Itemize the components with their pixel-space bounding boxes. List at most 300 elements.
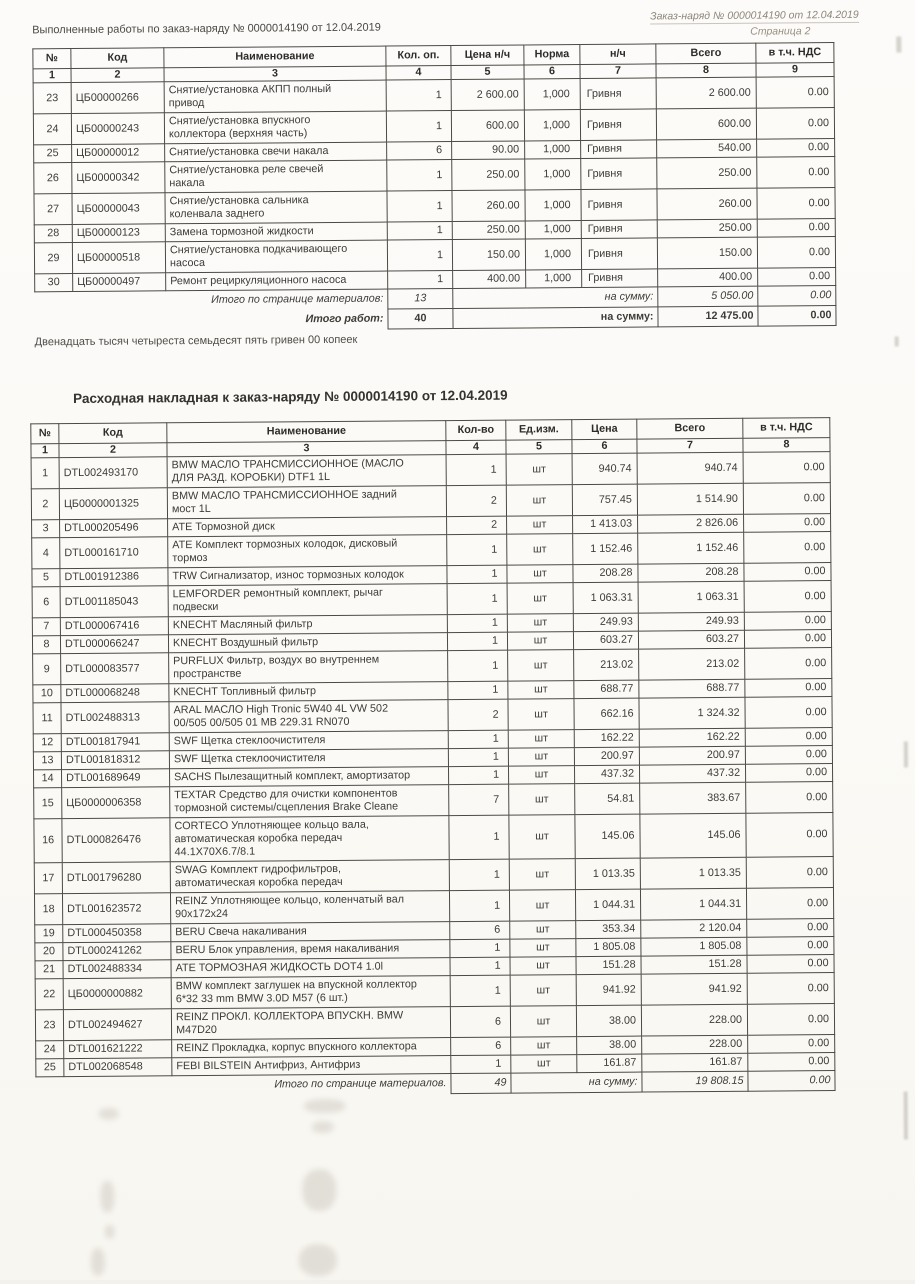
materials-row-vat: 0.00 [745,764,832,783]
materials-row-code: DTL001796280 [62,862,170,894]
materials-row-num: 15 [34,788,62,819]
materials-row-vat: 0.00 [744,563,831,582]
works-row-code: ЦБ00000497 [73,273,166,292]
materials-row-total: 162.22 [639,728,745,747]
materials-row-num: 12 [33,734,61,752]
materials-row-unit: шт [509,815,575,860]
materials-row-total: 383.67 [640,782,746,814]
works-row-norm: 1,000 [525,190,581,221]
materials-row-price: 249.93 [573,613,638,632]
materials-row-price: 208.28 [573,564,638,583]
materials-row-vat: 0.00 [748,1053,835,1072]
materials-row-unit: шт [509,890,575,922]
materials-row-price: 662.16 [574,698,639,730]
materials-col-name: Наименование [167,421,446,443]
materials-row-name: BMW МАСЛО ТРАНСМИССИОННОЕ задний мост 1L [167,486,446,519]
materials-row-total: 437.32 [639,764,745,783]
works-row-num: 26 [34,163,72,194]
materials-row-code: DTL000826476 [62,818,170,863]
materials-colnum-5: 5 [506,440,572,455]
materials-row-unit: шт [510,939,576,958]
materials-row-unit: шт [510,1006,576,1038]
materials-row-name: TRW Сигнализатор, износ тормозных колодок [168,566,447,586]
materials-row-unit: шт [509,859,575,891]
materials-row-num: 19 [35,925,63,943]
scan-artifact [895,337,899,347]
works-row-code: ЦБ00000123 [72,224,165,243]
works-colnum-2: 2 [71,68,164,83]
materials-row-name: SACHS Пылезащитный комплект, амортизатор [170,767,449,787]
works-row-total: 540.00 [657,139,757,158]
works-row-name: Снятие/установка свечи накала [165,142,387,162]
scan-artifact [91,1248,105,1276]
works-row-price: 250.00 [452,159,525,191]
materials-row-total: 941.92 [641,973,747,1005]
materials-row-name: FEBI BILSTEIN Антифриз, Антифриз [172,1056,451,1076]
works-col-vat: в т.ч. НДС [756,43,834,64]
materials-row-code: ЦБ0000000882 [63,978,171,1010]
works-row-norm: 1,000 [525,141,581,159]
works-row-unit: Гривня [582,269,658,288]
materials-row-code: DTL000068248 [61,684,169,703]
materials-row-vat: 0.00 [745,728,832,747]
works-col-price: Цена н/ч [451,45,524,66]
scan-artifact [99,1108,119,1120]
materials-row-vat: 0.00 [744,532,831,564]
materials-row-num: 8 [32,636,60,654]
scan-artifact [904,741,908,767]
materials-row-price: 38.00 [576,1005,641,1037]
works-row-code: ЦБ00000243 [71,113,164,145]
materials-row-vat: 0.00 [745,697,832,729]
works-row-unit: Гривня [581,220,657,239]
materials-col-num: № [31,424,59,444]
materials-row-num: 9 [33,654,61,685]
materials-colnum-3: 3 [167,441,446,457]
materials-colnum-8: 8 [743,438,830,453]
materials-row-qty: 6 [450,921,510,939]
works-row-qty: 1 [387,222,452,241]
works-row-total: 250.00 [657,157,757,189]
materials-row-unit: шт [508,650,574,682]
materials-row-vat: 0.00 [746,782,833,814]
materials-row-vat: 0.00 [743,452,830,484]
works-row-total: 2 600.00 [656,77,756,109]
materials-row-unit: шт [507,516,573,535]
works-row-vat: 0.00 [757,139,835,158]
materials-row-qty: 1 [450,975,510,1006]
scan-artifact [896,36,901,52]
works-colnum-4: 4 [386,66,451,81]
materials-row-unit: шт [506,454,572,486]
works-row-price: 2 600.00 [451,79,524,111]
materials-row-code: ЦБ0000001325 [59,488,167,520]
works-materials-total-vat: 0.00 [758,286,836,307]
materials-row-price: 353.34 [576,920,641,939]
materials-table-row [34,813,833,863]
materials-row-qty: 1 [448,748,508,766]
works-row-total: 260.00 [657,188,757,220]
scan-artifact [299,1244,337,1276]
works-colnum-8: 8 [656,63,756,78]
materials-row-vat: 0.00 [744,581,831,613]
works-row-qty: 1 [386,111,451,143]
works-grand-total-qty: 40 [388,309,453,330]
materials-row-name: BMW комплект заглушек на впускной коллектор 6*32 33 mm BMW 3.0D M57 (6 шт.) [171,976,450,1009]
materials-row-code: DTL001621222 [64,1040,172,1059]
works-grand-total-label: Итого работ: [305,312,384,326]
materials-row-qty: 1 [448,766,508,784]
works-row-name: Замена тормозной жидкости [165,222,387,242]
works-row-total: 600.00 [656,108,756,140]
works-materials-sum-label: на сумму: [453,287,658,309]
works-row-norm: 1,000 [524,110,580,141]
materials-row-total: 208.28 [638,563,744,582]
works-row-name: Снятие/установка подкачивающего насоса [165,240,387,273]
materials-row-num: 11 [33,703,61,734]
works-materials-total-label: Итого по странице материалов: [211,292,384,307]
materials-row-total: 151.28 [641,955,747,974]
materials-row-code: DTL000083577 [61,653,169,685]
materials-row-code: DTL002493170 [59,457,167,489]
materials-row-qty: 1 [450,957,510,975]
materials-total-label: Итого по странице материалов. [274,1077,447,1091]
materials-row-price: 38.00 [577,1036,642,1055]
materials-row-unit: шт [507,583,573,615]
scan-artifact [105,1225,115,1239]
materials-row-price: 54.81 [575,783,640,815]
works-row-unit: Гривня [581,189,657,221]
materials-row-price: 1 413.03 [573,515,638,534]
materials-total-sum: 19 808.15 [642,1071,748,1092]
works-row-vat: 0.00 [756,77,834,109]
materials-colnum-1: 1 [31,444,59,458]
materials-col-total: Всего [637,418,743,439]
materials-row-code: ЦБ0000006358 [62,787,170,819]
works-row-norm: 1,000 [525,239,581,270]
materials-row-num: 25 [36,1059,64,1077]
materials-row-qty: 1 [448,730,508,748]
materials-row-price: 200.97 [574,747,639,766]
materials-row-vat: 0.00 [745,746,832,765]
works-row-name: Снятие/установка сальника коленвала заднего [165,191,387,224]
materials-row-num: 23 [35,1010,63,1041]
materials-row-unit: шт [511,1055,577,1074]
materials-row-total: 249.93 [638,612,744,631]
works-row-unit: Гривня [580,78,656,110]
materials-row-name: KNECHT Топливный фильтр [169,682,448,702]
materials-row-price: 603.27 [573,631,638,650]
works-col-unit: н/ч [580,44,656,65]
materials-row-vat: 0.00 [745,679,832,698]
materials-row-vat: 0.00 [744,612,831,631]
materials-row-name: REINZ Прокладка, корпус впускного коллектора [172,1038,451,1058]
materials-row-num: 1 [31,458,59,489]
materials-colnum-6: 6 [572,439,637,454]
materials-row-total: 1 152.46 [638,532,744,564]
materials-row-qty: 6 [451,1037,511,1055]
materials-row-unit: шт [508,748,574,767]
materials-row-name: ATE Комплект тормозных колодок, дисковый тормоз [168,535,447,568]
works-col-qty: Кол. оп. [386,46,451,67]
invoice-title: Расходная накладная к заказ-наряду № 0000014190 от 12.04.2019 [73,387,508,407]
works-row-num: 30 [35,274,73,292]
materials-row-code: DTL000066247 [60,635,168,654]
materials-row-price: 213.02 [574,649,639,681]
works-colnum-9: 9 [756,63,834,78]
works-row-num: 23 [33,83,71,114]
works-table [32,42,836,332]
materials-row-price: 1 152.46 [573,533,638,565]
materials-row-qty: 1 [447,534,507,565]
materials-row-vat: 0.00 [748,1035,835,1054]
materials-row-name: KNECHT Воздушный фильтр [168,633,447,653]
works-colnum-3: 3 [164,66,386,82]
materials-row-name: REINZ ПРОКЛ. КОЛЛЕКТОРА ВПУСКН. BMW M47D20 [171,1007,450,1040]
works-row-norm: 1,000 [525,159,581,190]
works-colnum-6: 6 [524,65,580,79]
scan-artifact [904,1091,908,1139]
materials-row-name: ATE Тормозной диск [168,517,447,537]
materials-row-price: 941.92 [576,974,641,1006]
works-row-num: 29 [34,243,72,274]
materials-row-unit: шт [507,534,573,566]
materials-row-num: 10 [33,685,61,703]
materials-row-total: 1 514.90 [637,483,743,515]
materials-row-total: 688.77 [639,679,745,698]
materials-row-qty: 6 [450,1006,510,1037]
works-colnum-5: 5 [451,65,524,80]
materials-row-code: DTL001623572 [62,893,170,925]
materials-row-vat: 0.00 [747,1004,834,1036]
materials-row-unit: шт [510,975,576,1007]
materials-row-unit: шт [511,1037,577,1056]
materials-total-qty: 49 [451,1073,511,1093]
materials-row-name: BERU Свеча накаливания [171,922,450,942]
scan-artifact [304,1099,346,1113]
materials-row-num: 22 [35,979,63,1010]
works-colnum-7: 7 [580,64,656,79]
materials-row-name: CORTECO Уплотняющее кольцо вала, автоматическая коробка передач 44.1X70X6.7/8.1 [170,816,449,862]
materials-row-num: 16 [34,819,62,863]
materials-row-num: 4 [32,538,60,569]
materials-row-qty: 1 [446,454,506,485]
materials-row-vat: 0.00 [747,919,834,938]
works-row-vat: 0.00 [757,188,835,220]
materials-row-total: 603.27 [638,630,744,649]
materials-row-total: 228.00 [641,1004,747,1036]
materials-row-qty: 1 [447,614,507,632]
materials-row-price: 1 013.35 [575,858,640,890]
materials-row-num: 21 [35,961,63,979]
materials-colnum-4: 4 [446,440,506,454]
works-row-price: 260.00 [452,190,525,222]
materials-row-num: 5 [32,569,60,587]
works-col-name: Наименование [164,46,386,68]
materials-row-code: DTL002068548 [64,1058,172,1077]
materials-row-unit: шт [507,614,573,633]
materials-row-qty: 1 [447,632,507,650]
works-row-code: ЦБ00000012 [72,144,165,163]
works-row-vat: 0.00 [757,157,835,189]
materials-row-name: SWAG Комплект гидрофильтров, автоматическая коробка передач [170,860,449,893]
works-row-vat: 0.00 [757,219,835,238]
materials-row-code: DTL002494627 [63,1009,171,1041]
materials-row-price: 1 063.31 [573,582,638,614]
materials-row-num: 17 [34,863,62,894]
works-row-qty: 1 [387,240,452,272]
amount-in-words: Двенадцать тысяч четыреста семьдесят пять гривен 00 копеек [34,333,358,349]
works-row-qty: 1 [386,80,451,112]
materials-col-unit: Ед.изм. [506,420,572,441]
materials-row-qty: 1 [447,565,507,583]
materials-row-total: 2 120.04 [641,919,747,938]
works-row-name: Снятие/установка АКПП полный привод [164,80,386,113]
works-row-norm: 1,000 [524,79,580,110]
works-row-total: 150.00 [657,237,757,269]
materials-row-unit: шт [508,730,574,749]
materials-row-unit: шт [507,632,573,651]
materials-row-vat: 0.00 [743,483,830,515]
works-row-num: 25 [34,145,72,163]
materials-row-vat: 0.00 [746,857,833,889]
materials-row-name: ATE ТОРМОЗНАЯ ЖИДКОСТЬ DOT4 1.0l [171,958,450,978]
materials-row-total: 940.74 [637,452,743,484]
materials-row-price: 1 044.31 [575,889,640,921]
works-row-name: Снятие/установка реле свечей накала [165,160,387,193]
order-reference-block [650,9,900,39]
materials-row-price: 151.28 [576,956,641,975]
materials-row-code: DTL000241262 [63,942,171,961]
works-grand-sum-label: на сумму: [453,307,658,329]
materials-col-vat: в т.ч. НДС [743,418,830,439]
materials-row-num: 7 [32,618,60,636]
works-row-total: 400.00 [658,268,758,287]
materials-sum-label: на сумму: [511,1072,642,1093]
materials-col-price: Цена [572,419,637,440]
materials-row-name: REINZ Уплотняющее кольцо, коленчатый вал 90x172x24 [170,891,449,924]
materials-row-qty: 1 [450,939,510,957]
materials-row-vat: 0.00 [744,630,831,649]
works-colnum-1: 1 [33,69,71,83]
materials-row-num: 18 [34,894,62,925]
materials-row-qty: 1 [451,1055,511,1073]
works-row-qty: 1 [388,271,453,290]
works-row-unit: Гривня [581,158,657,190]
works-row-norm: 1,000 [526,270,582,288]
materials-row-name: TEXTAR Средство для очистки компонентов тормозной системы/сцепления Brake Cleane [170,785,449,818]
materials-row-unit: шт [507,565,573,584]
works-row-price: 250.00 [452,221,525,240]
works-row-code: ЦБ00000266 [71,82,164,114]
materials-row-total: 1 063.31 [638,581,744,613]
works-table-caption: Выполненные работы по заказ-наряду № 0000014190 от 12.04.2019 [32,21,381,37]
works-row-num: 28 [34,225,72,243]
materials-row-name: LEMFORDER ремонтный комплект, рычаг подвески [168,584,447,617]
works-row-unit: Гривня [581,238,657,270]
materials-row-num: 20 [35,943,63,961]
works-col-code: Код [71,48,164,69]
materials-row-name: SWF Щетка стеклоочистителя [169,731,448,751]
materials-row-price: 688.77 [574,680,639,699]
materials-row-qty: 2 [446,485,506,516]
materials-row-name: BMW МАСЛО ТРАНСМИССИОННОЕ (МАСЛО ДЛЯ РАЗД. КОРОБКИ) DTF1 1L [167,455,446,488]
materials-row-total: 200.97 [639,746,745,765]
materials-row-price: 145.06 [575,814,640,859]
materials-col-code: Код [59,423,167,444]
materials-row-qty: 1 [449,815,509,859]
materials-row-total: 1 044.31 [640,888,746,920]
works-row-price: 400.00 [453,270,526,289]
works-row-code: ЦБ00000342 [72,162,165,194]
materials-row-name: KNECHT Масляный фильтр [168,615,447,635]
works-col-norm: Норма [524,45,580,65]
order-reference: Заказ-наряд № 0000014190 от 12.04.2019 [650,8,859,23]
materials-row-vat: 0.00 [746,888,833,920]
works-row-price: 90.00 [452,141,525,160]
materials-row-total: 1 013.35 [640,857,746,889]
materials-row-vat: 0.00 [745,648,832,680]
works-grand-total-sum: 12 475.00 [658,306,758,327]
scan-artifact [302,1169,336,1211]
materials-row-num: 24 [36,1041,64,1059]
works-row-code: ЦБ00000043 [72,193,165,225]
materials-row-qty: 1 [449,859,509,890]
works-materials-total-qty: 13 [388,289,453,310]
page-number-label: Страница 2 [750,25,811,38]
materials-row-total: 161.87 [642,1053,748,1072]
works-row-norm: 1,000 [525,221,581,239]
works-row-vat: 0.00 [758,268,836,287]
materials-row-name: BERU Блок управления, время накаливания [171,940,450,960]
materials-row-name: ARAL МАСЛО High Tronic 5W40 4L VW 502 00/505 00/505 01 MB 229.31 RN070 [169,700,448,733]
works-row-qty: 6 [387,142,452,161]
works-row-vat: 0.00 [757,237,835,269]
materials-row-unit: шт [508,766,574,785]
works-row-code: ЦБ00000518 [72,242,165,274]
materials-row-total: 228.00 [642,1035,748,1054]
works-materials-total-sum: 5 050.00 [658,286,758,307]
materials-row-unit: шт [508,681,574,700]
materials-row-unit: шт [510,921,576,940]
materials-row-price: 757.45 [572,484,637,516]
works-row-unit: Гривня [581,140,657,159]
works-col-num: № [33,49,71,69]
materials-row-unit: шт [506,485,572,517]
materials-row-name: PURFLUX Фильтр, воздух во внутреннем пространстве [169,651,448,684]
works-row-name: Ремонт рециркуляционного насоса [166,271,388,291]
materials-row-num: 6 [32,587,60,618]
works-row-num: 24 [33,114,71,145]
scan-artifact [100,1181,114,1213]
works-row-vat: 0.00 [756,108,834,140]
materials-table [30,417,835,1097]
materials-row-vat: 0.00 [747,937,834,956]
materials-row-vat: 0.00 [747,955,834,974]
materials-row-name: SWF Щетка стеклоочистителя [169,749,448,769]
materials-row-price: 940.74 [572,453,637,485]
materials-row-qty: 2 [447,516,507,534]
materials-row-code: DTL001818312 [61,751,169,770]
materials-row-total: 213.02 [639,648,745,680]
materials-row-qty: 2 [448,699,508,730]
materials-row-code: DTL001912386 [60,568,168,587]
materials-row-code: DTL000205496 [60,519,168,538]
materials-row-qty: 1 [449,890,509,921]
works-row-unit: Гривня [580,109,656,141]
works-col-total: Всего [656,43,756,64]
materials-row-qty: 1 [448,650,508,681]
